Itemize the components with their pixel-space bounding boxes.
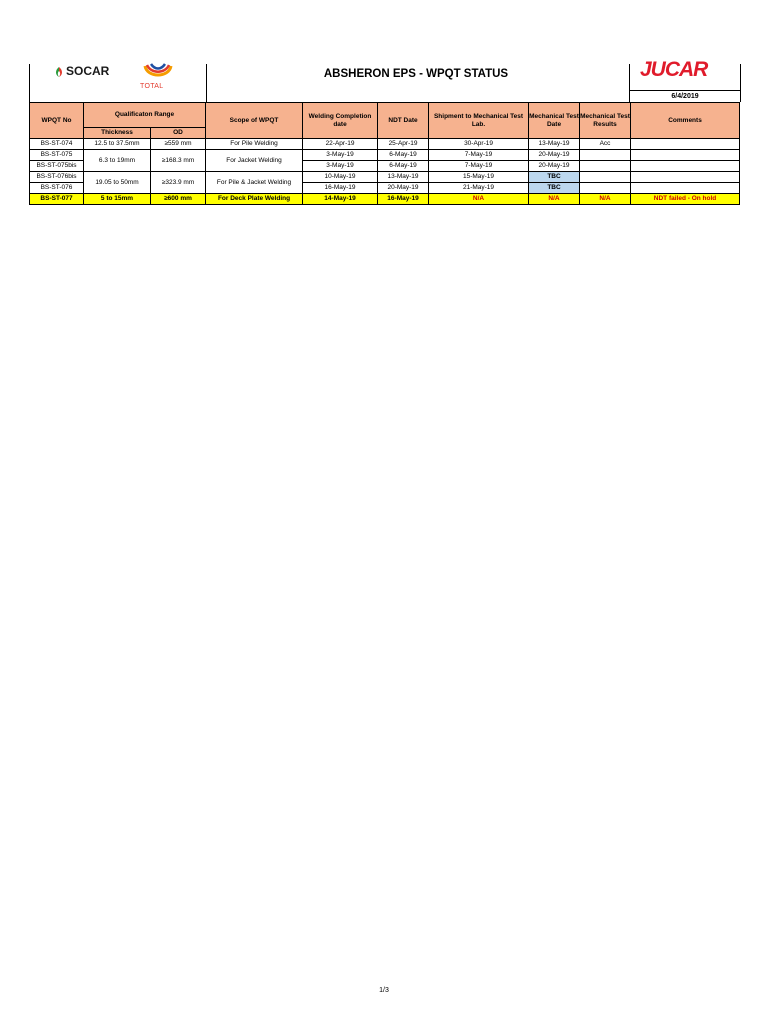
mech-test-date: N/A bbox=[529, 194, 580, 205]
right-logo-cell bbox=[629, 58, 741, 102]
ndt-date: 6-May-19 bbox=[378, 150, 429, 161]
ndt-date: 13-May-19 bbox=[378, 172, 429, 183]
shipment-date: 15-May-19 bbox=[429, 172, 529, 183]
od: ≥168.3 mm bbox=[151, 150, 206, 172]
page-title: ABSHERON EPS - WPQT STATUS bbox=[323, 68, 509, 80]
ndt-date: 16-May-19 bbox=[378, 194, 429, 205]
comments bbox=[631, 139, 740, 150]
mech-test-result bbox=[580, 161, 631, 172]
scope: For Pile Welding bbox=[206, 139, 303, 150]
jucar-logo: JUCAR bbox=[640, 58, 708, 81]
comments bbox=[631, 183, 740, 194]
welding-date: 16-May-19 bbox=[303, 183, 378, 194]
thickness: 19.05 to 50mm bbox=[84, 172, 151, 194]
welding-date: 14-May-19 bbox=[303, 194, 378, 205]
mech-test-result bbox=[580, 150, 631, 161]
comments bbox=[631, 172, 740, 183]
mech-test-date: 20-May-19 bbox=[529, 161, 580, 172]
welding-date: 3-May-19 bbox=[303, 150, 378, 161]
scope: For Jacket Welding bbox=[206, 150, 303, 172]
mech-test-result bbox=[580, 183, 631, 194]
wpqt-status-table bbox=[29, 102, 740, 205]
scope: For Pile & Jacket Welding bbox=[206, 172, 303, 194]
header-comments: Comments bbox=[631, 103, 740, 139]
thickness: 12.5 to 37.5mm bbox=[84, 139, 151, 150]
scope: For Deck Plate Welding bbox=[206, 194, 303, 205]
logo-cell bbox=[29, 64, 207, 102]
mech-test-result: Acc bbox=[580, 139, 631, 150]
od: ≥559 mm bbox=[151, 139, 206, 150]
total-logo: TOTAL bbox=[140, 83, 164, 90]
mech-test-result: N/A bbox=[580, 194, 631, 205]
header-shipment: Shipment to Mechanical Test Lab. bbox=[429, 103, 529, 139]
welding-date: 22-Apr-19 bbox=[303, 139, 378, 150]
mech-test-date: 13-May-19 bbox=[529, 139, 580, 150]
shipment-date: 7-May-19 bbox=[429, 161, 529, 172]
shipment-date: 7-May-19 bbox=[429, 150, 529, 161]
header-scope: Scope of WPQT bbox=[206, 103, 303, 139]
comments bbox=[631, 150, 740, 161]
header-thickness: Thickness bbox=[84, 128, 151, 139]
header-ndt-date: NDT Date bbox=[378, 103, 429, 139]
welding-date: 3-May-19 bbox=[303, 161, 378, 172]
thickness: 5 to 15mm bbox=[84, 194, 151, 205]
socar-logo: SOCAR bbox=[66, 64, 110, 78]
wpqt-no: BS-ST-076 bbox=[30, 183, 84, 194]
title-cell bbox=[205, 64, 627, 102]
wpqt-no: BS-ST-075bis bbox=[30, 161, 84, 172]
comments bbox=[631, 161, 740, 172]
header-mech-test-date: Mechanical Test Date bbox=[529, 103, 580, 139]
header-welding-date: Welding Completion date bbox=[303, 103, 378, 139]
ndt-date: 6-May-19 bbox=[378, 161, 429, 172]
mech-test-result bbox=[580, 172, 631, 183]
mech-test-date: 20-May-19 bbox=[529, 150, 580, 161]
table-row bbox=[30, 139, 740, 150]
header-wpqt-no: WPQT No bbox=[30, 103, 84, 139]
table-header-row bbox=[30, 103, 740, 128]
mech-test-date: TBC bbox=[529, 183, 580, 194]
ndt-date: 25-Apr-19 bbox=[378, 139, 429, 150]
socar-flame-icon bbox=[53, 66, 65, 78]
report-date: 6/4/2019 bbox=[630, 90, 740, 103]
header-mech-test-results: Mechanical Test Results bbox=[580, 103, 631, 139]
welding-date: 10-May-19 bbox=[303, 172, 378, 183]
report-header bbox=[29, 58, 739, 102]
shipment-date: 30-Apr-19 bbox=[429, 139, 529, 150]
shipment-date: 21-May-19 bbox=[429, 183, 529, 194]
shipment-date: N/A bbox=[429, 194, 529, 205]
od: ≥323.9 mm bbox=[151, 172, 206, 194]
table-row bbox=[30, 150, 740, 161]
od: ≥600 mm bbox=[151, 194, 206, 205]
wpqt-no: BS-ST-075 bbox=[30, 150, 84, 161]
table-row-highlighted bbox=[30, 194, 740, 205]
page-number: 1/3 bbox=[379, 987, 389, 994]
thickness: 6.3 to 19mm bbox=[84, 150, 151, 172]
table-row bbox=[30, 172, 740, 183]
header-od: OD bbox=[151, 128, 206, 139]
ndt-date: 20-May-19 bbox=[378, 183, 429, 194]
wpqt-no: BS-ST-076bis bbox=[30, 172, 84, 183]
header-qualification-range: Qualificaton Range bbox=[84, 103, 206, 128]
comments: NDT failed - On hold bbox=[631, 194, 740, 205]
wpqt-no: BS-ST-074 bbox=[30, 139, 84, 150]
mech-test-date: TBC bbox=[529, 172, 580, 183]
wpqt-no: BS-ST-077 bbox=[30, 194, 84, 205]
total-logo-icon bbox=[141, 62, 175, 82]
